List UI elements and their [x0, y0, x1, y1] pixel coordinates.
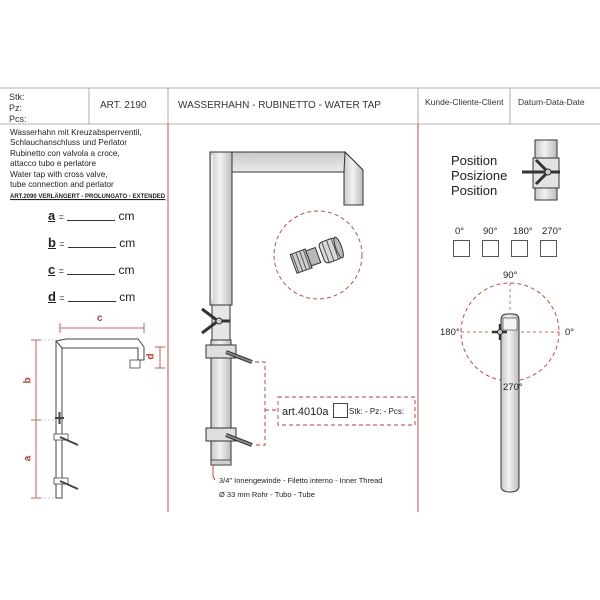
dimension-d-row — [48, 289, 135, 304]
unit-label: cm — [119, 236, 136, 250]
position-heading-line: Posizione — [451, 168, 508, 183]
position-270-checkbox[interactable] — [540, 240, 557, 257]
client-label: Kunde-Cliente-Client — [425, 97, 504, 107]
article-number: ART. 2190 — [100, 100, 147, 111]
rotation-label-bottom: 270° — [503, 382, 523, 393]
pcs-label: Pcs: — [9, 114, 27, 124]
position-0-checkbox[interactable] — [453, 240, 470, 257]
equals-sign: = — [59, 293, 65, 303]
rotation-label-right: 0° — [565, 327, 575, 338]
position-heading-line: Position — [451, 153, 498, 168]
position-illustration — [522, 140, 560, 200]
schematic-drawing — [31, 323, 165, 498]
equals-sign: = — [59, 239, 65, 249]
option-label-0: 0° — [455, 226, 465, 237]
accessory-qty-box[interactable] — [333, 403, 348, 418]
dimension-c-row — [48, 262, 135, 277]
accessory-callout-lines — [255, 362, 278, 445]
dimension-a-row — [48, 208, 135, 223]
unit-label: cm — [118, 209, 135, 223]
accessory-qty-label: Stk: - Pz: - Pcs: — [349, 407, 405, 416]
pz-label: Pz: — [9, 103, 23, 113]
unit-label: cm — [119, 290, 136, 304]
option-label-180: 180° — [513, 226, 533, 237]
dimension-b-row — [48, 235, 135, 250]
dim-label-c: c — [97, 313, 103, 324]
dimension-b-input[interactable] — [68, 237, 116, 248]
dimension-letter: c — [48, 262, 56, 277]
main-tap-drawing — [202, 152, 363, 465]
unit-label: cm — [118, 263, 135, 277]
product-title: WASSERHAHN - RUBINETTO - WATER TAP — [178, 100, 381, 111]
option-label-270: 270° — [542, 226, 562, 237]
dimension-letter: b — [48, 235, 56, 250]
position-90-checkbox[interactable] — [482, 240, 499, 257]
extended-note: ART.2090 VERLÄNGERT - PROLUNGATO - EXTENDED — [10, 194, 166, 200]
description-line: Schlauchanschluss und Perlator — [10, 138, 127, 148]
dim-label-a: a — [22, 455, 34, 462]
description — [10, 128, 142, 190]
red-frame-lines — [168, 124, 418, 512]
option-label-90: 90° — [483, 226, 498, 237]
thread-note: 3/4" Innengewinde - Filetto interno - Inner Thread — [219, 476, 383, 485]
description-line: attacco tubo e perlatore — [10, 159, 97, 169]
equals-sign: = — [58, 266, 64, 276]
position-heading-line: Position — [451, 183, 498, 198]
date-label: Datum-Data-Date — [518, 97, 585, 107]
rotation-label-top: 90° — [503, 270, 518, 281]
accessory-article: art.4010a — [282, 406, 329, 418]
description-line: Wasserhahn mit Kreuzabsperrventil, — [10, 128, 142, 137]
dim-label-b: b — [22, 377, 34, 384]
tube-note: Ø 33 mm Rohr - Tubo - Tube — [219, 490, 315, 499]
description-line: Water tap with cross valve, — [10, 169, 108, 179]
equals-sign: = — [58, 212, 64, 222]
dimension-d-input[interactable] — [68, 291, 116, 302]
dimension-a-input[interactable] — [67, 210, 115, 221]
connector-detail — [274, 211, 362, 299]
dimension-letter: d — [48, 289, 56, 304]
description-line: Rubinetto con valvola a croce, — [10, 148, 120, 158]
dim-label-d: d — [145, 353, 157, 360]
dimension-c-input[interactable] — [67, 264, 115, 275]
dimension-letter: a — [48, 208, 56, 223]
stk-label: Stk: — [9, 92, 25, 102]
position-180-checkbox[interactable] — [511, 240, 528, 257]
position-heading — [451, 153, 507, 198]
rotation-label-left: 180° — [440, 327, 460, 338]
description-line: tube connection and perlator — [10, 180, 114, 190]
